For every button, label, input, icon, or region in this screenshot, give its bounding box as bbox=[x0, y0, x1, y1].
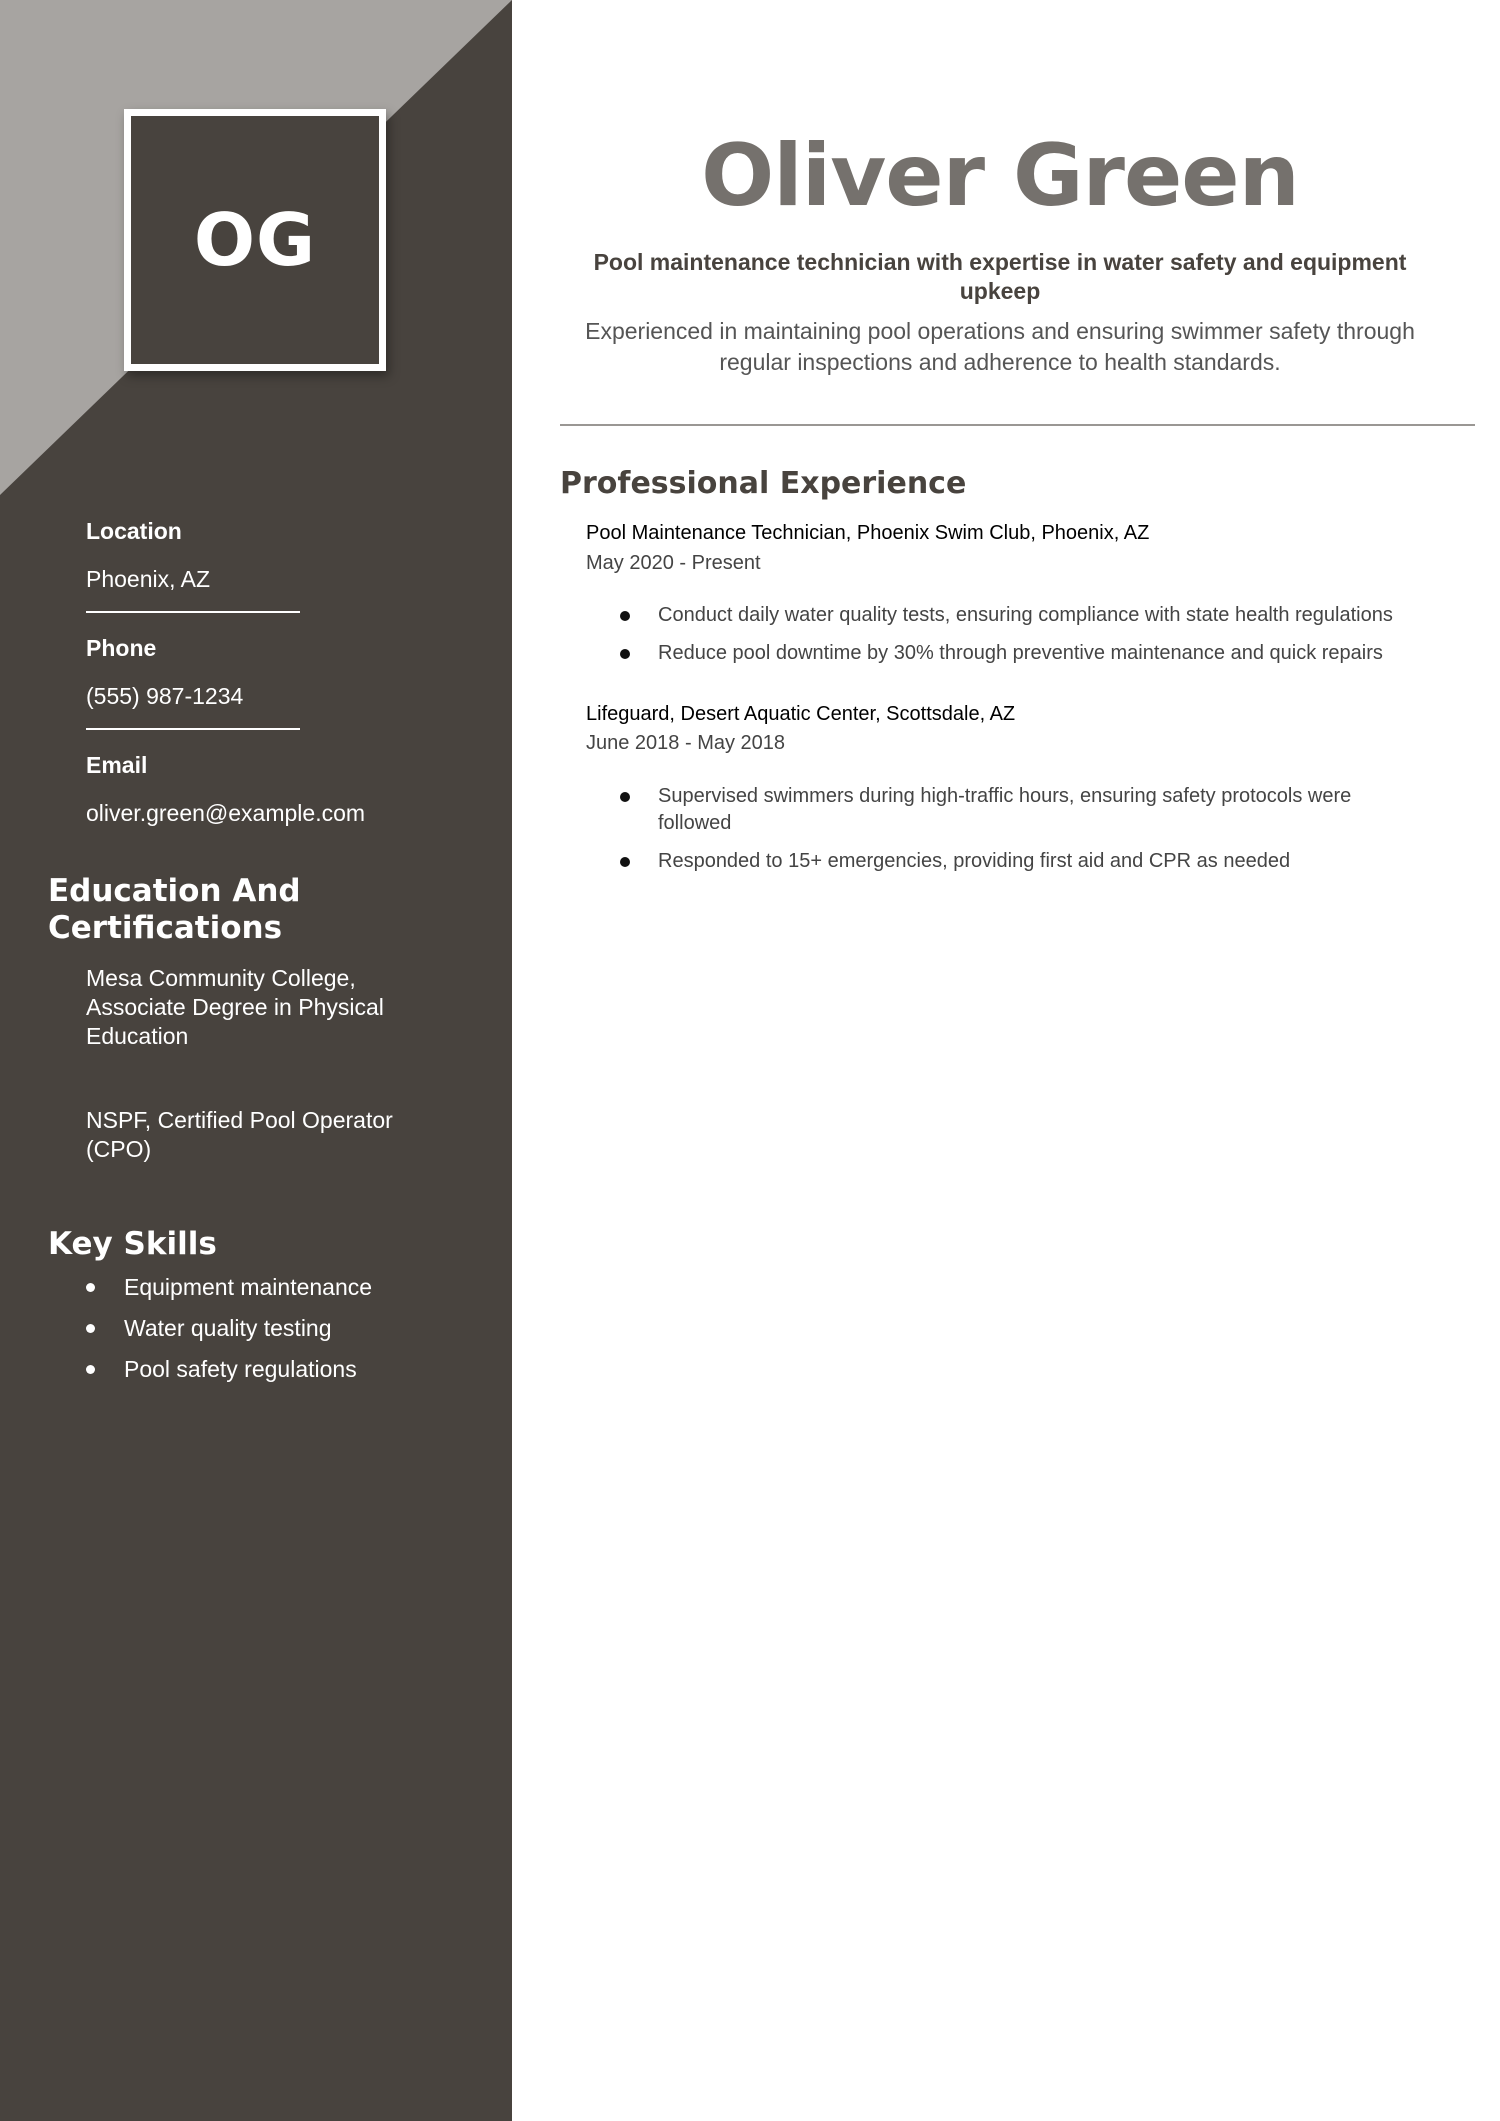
job-bullet-text: Supervised swimmers during high-traffic hours, ensuring safety protocols were followed bbox=[658, 785, 1352, 834]
phone-label: Phone bbox=[86, 635, 157, 661]
skill-item bbox=[86, 1315, 372, 1356]
bullet-icon bbox=[620, 649, 630, 659]
job-title: Pool Maintenance Technician, Phoenix Swim Club, Phoenix, AZ bbox=[586, 522, 1150, 544]
job-bullet bbox=[620, 783, 1420, 837]
job-bullet-text: Reduce pool downtime by 30% through preventive maintenance and quick repairs bbox=[658, 642, 1383, 664]
education-heading-line1: Education And bbox=[48, 873, 301, 909]
certification-item: NSPF, Certified Pool Operator (CPO) bbox=[86, 1107, 393, 1162]
job-dates: June 2018 - May 2018 bbox=[586, 732, 786, 754]
location-label: Location bbox=[86, 518, 182, 544]
skill-item bbox=[86, 1356, 372, 1397]
skill-text: Equipment maintenance bbox=[124, 1274, 373, 1300]
phone-value: (555) 987-1234 bbox=[86, 683, 244, 709]
skill-text: Water quality testing bbox=[124, 1315, 332, 1341]
skills-list bbox=[86, 1274, 372, 1397]
job-bullet bbox=[620, 848, 1450, 875]
monogram-avatar bbox=[124, 109, 386, 371]
job-title: Lifeguard, Desert Aquatic Center, Scottsdale, AZ bbox=[586, 703, 1016, 725]
sidebar bbox=[0, 0, 512, 2121]
skill-item bbox=[86, 1274, 372, 1315]
monogram-initials: OG bbox=[193, 198, 317, 282]
contact-divider bbox=[86, 728, 300, 730]
email-value: oliver.green@example.com bbox=[86, 800, 366, 826]
bullet-icon bbox=[86, 1324, 95, 1333]
job-bullet-text: Responded to 15+ emergencies, providing first aid and CPR as needed bbox=[658, 850, 1291, 872]
location-value: Phoenix, AZ bbox=[86, 566, 211, 592]
job-bullet-text: Conduct daily water quality tests, ensuring compliance with state health regulations bbox=[658, 604, 1393, 626]
education-heading bbox=[48, 873, 301, 947]
job-bullet bbox=[620, 602, 1450, 629]
bullet-icon bbox=[620, 857, 630, 867]
summary: Experienced in maintaining pool operations and ensuring swimmer safety through regular inspections and adherence to health standards. bbox=[585, 318, 1415, 375]
education-item: Mesa Community College, Associate Degree in Physical Education bbox=[86, 965, 384, 1049]
bullet-icon bbox=[620, 611, 630, 621]
email-label: Email bbox=[86, 752, 148, 778]
skills-heading: Key Skills bbox=[48, 1226, 217, 1262]
candidate-name: Oliver Green bbox=[701, 126, 1299, 226]
skill-text: Pool safety regulations bbox=[124, 1356, 357, 1382]
headline: Pool maintenance technician with expertise in water safety and equipment upkeep bbox=[593, 249, 1407, 304]
job-dates: May 2020 - Present bbox=[586, 552, 761, 574]
experience-heading: Professional Experience bbox=[560, 466, 967, 501]
education-heading-line2: Certifications bbox=[48, 910, 283, 946]
bullet-icon bbox=[86, 1365, 95, 1374]
bullet-icon bbox=[620, 792, 630, 802]
job-bullet bbox=[620, 640, 1450, 667]
bullet-icon bbox=[86, 1283, 95, 1292]
header-divider bbox=[560, 424, 1475, 426]
contact-divider bbox=[86, 611, 300, 613]
